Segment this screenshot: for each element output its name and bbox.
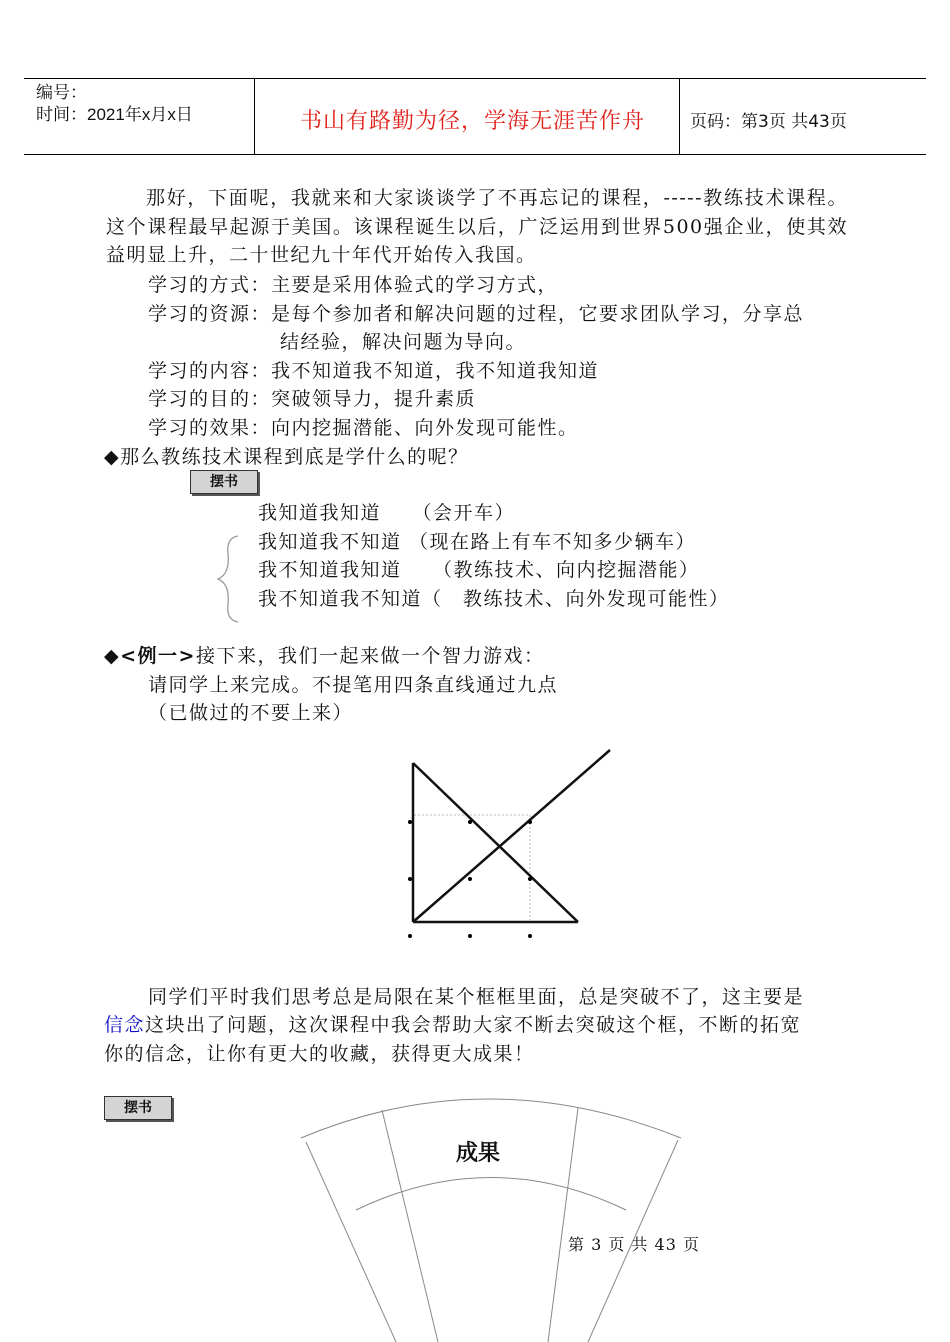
dot — [468, 877, 472, 881]
fan-outer-arc — [301, 1099, 681, 1138]
page-footer: 第 3 页 共 43 页 — [568, 1235, 700, 1254]
question-line: ◆那么教练技术课程到底是学什么的呢？ — [104, 446, 469, 468]
knowing-item-4: 我不知道我不知道（ 教练技术、向外发现可能性） — [258, 588, 730, 610]
nine-dots-diagram — [400, 745, 620, 945]
dot — [468, 820, 472, 824]
header-divider-1 — [254, 78, 255, 155]
belief-line-2-rest: 这块出了问题，这次课程中我会帮助大家不断去突破这个框，不断的拓宽 — [145, 1014, 802, 1036]
example-line-2: 请同学上来完成。不提笔用四条直线通过九点 — [148, 674, 559, 696]
learning-purpose: 学习的目的：突破领导力，提升素质 — [148, 388, 477, 410]
intro-paragraph: 那好，下面呢，我就来和大家谈谈学了不再忘记的课程，-----教练技术课程。这个课程最早起源于美国。该课程诞生以后，广泛运用到世界500强企业，使其效益明显上升，二十世纪九十年代开始传入我国。 — [106, 187, 848, 266]
example-label: <例一> — [120, 645, 196, 667]
dot — [528, 820, 532, 824]
example-marker: ◆ — [104, 645, 121, 667]
belief-line-1: 同学们平时我们思考总是局限在某个框框里面，总是突破不了，这主要是 — [148, 986, 805, 1008]
tag-arrange-books-1: 摆书 — [190, 470, 258, 494]
example-line-3: （已做过的不要上来） — [148, 702, 354, 724]
dot — [408, 877, 412, 881]
belief-highlight: 信念 — [104, 1014, 146, 1036]
puzzle-line-diagonal-down — [413, 763, 578, 922]
fan-label: 成果 — [456, 1141, 501, 1166]
dashed-guide — [414, 815, 530, 920]
fan-diagram — [296, 1080, 696, 1342]
tag-arrange-books-2: 摆书 — [104, 1096, 172, 1120]
dot — [408, 820, 412, 824]
learning-resource-2: 结经验，解决问题为导向。 — [280, 331, 527, 353]
header-page-info: 页码：第3页 共43页 — [690, 112, 847, 132]
learning-resource-1: 学习的资源：是每个参加者和解决问题的过程，它要求团队学习，分享总 — [148, 303, 805, 325]
learning-effect: 学习的效果：向内挖掘潜能、向外发现可能性。 — [148, 417, 579, 439]
header-divider-2 — [679, 78, 680, 155]
example-text: 接下来，我们一起来做一个智力游戏： — [195, 645, 545, 667]
belief-line-2 — [104, 1010, 801, 1037]
knowing-item-2: 我知道我不知道 （现在路上有车不知多少辆车） — [258, 531, 697, 553]
dot — [528, 877, 532, 881]
header-number-label: 编号： — [36, 83, 87, 102]
dot — [528, 934, 532, 938]
dot — [408, 934, 412, 938]
left-brace-icon — [212, 532, 242, 626]
belief-line-3: 你的信念，让你有更大的收藏，获得更大成果！ — [104, 1043, 535, 1065]
header-time-label: 时间：2021年x月x日 — [36, 105, 193, 124]
learning-method: 学习的方式：主要是采用体验式的学习方式， — [148, 274, 559, 296]
example-line — [104, 641, 544, 668]
knowing-item-3: 我不知道我知道 （教练技术、向内挖掘潜能） — [258, 559, 700, 581]
learning-content: 学习的内容：我不知道我不知道，我不知道我知道 — [148, 360, 600, 382]
puzzle-line-diagonal-up — [413, 750, 610, 922]
knowing-item-1: 我知道我知道 （会开车） — [258, 502, 516, 524]
fan-spoke-2 — [382, 1110, 438, 1342]
header-motto: 书山有路勤为径，学海无涯苦作舟 — [299, 109, 645, 134]
dot — [468, 934, 472, 938]
header-bottom-border — [24, 154, 926, 155]
header-top-border — [24, 78, 926, 79]
fan-inner-arc — [356, 1178, 626, 1211]
fan-spoke-1 — [306, 1142, 396, 1342]
fan-spoke-3 — [548, 1108, 578, 1342]
